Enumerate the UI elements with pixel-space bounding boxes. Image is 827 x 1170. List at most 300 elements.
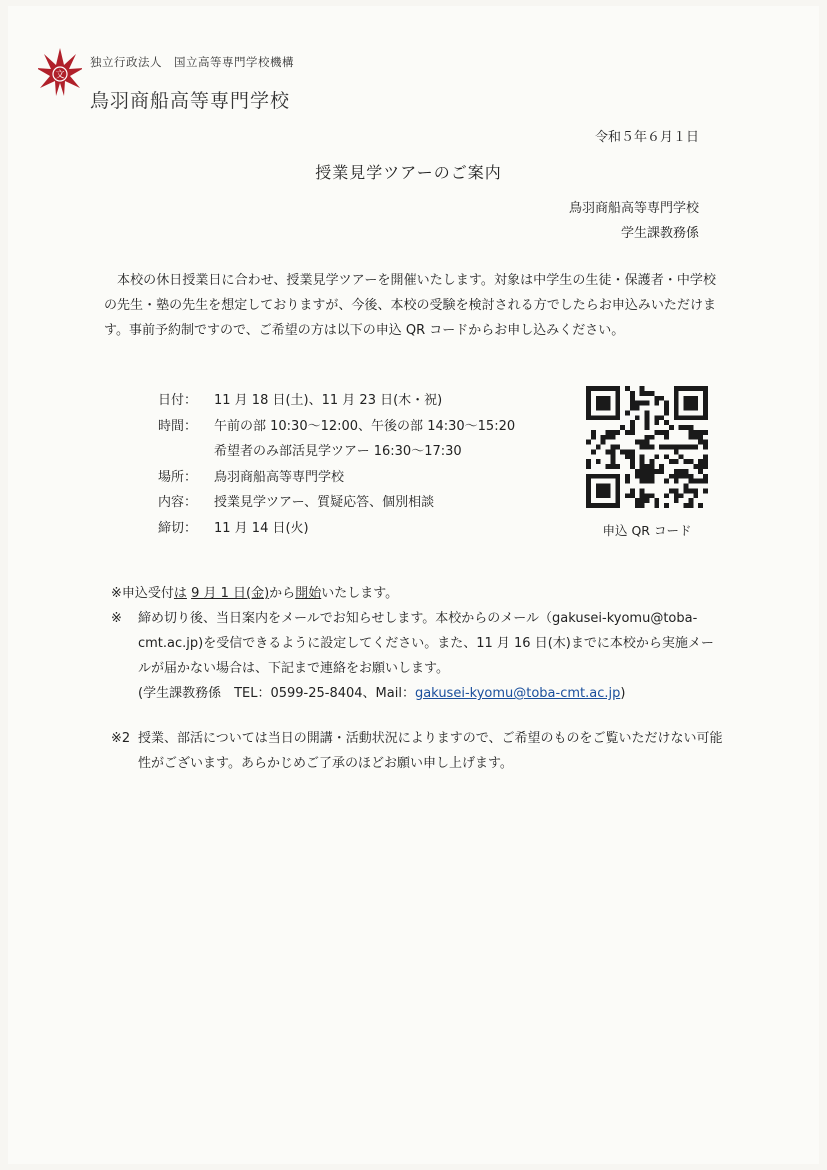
qr-module — [693, 445, 698, 450]
qr-module — [698, 459, 703, 464]
intro-paragraph — [104, 268, 716, 343]
qr-module — [606, 484, 611, 489]
sender-block — [569, 196, 699, 246]
qr-module — [669, 425, 674, 430]
detail-label — [158, 439, 214, 465]
qr-module — [620, 425, 625, 430]
qr-module — [674, 401, 679, 406]
qr-module — [674, 410, 679, 415]
qr-module — [606, 386, 611, 391]
qr-module — [693, 396, 698, 401]
qr-module — [601, 435, 606, 440]
qr-module — [698, 386, 703, 391]
qr-module — [684, 406, 689, 411]
qr-module — [630, 406, 635, 411]
qr-module — [684, 459, 689, 464]
qr-module — [640, 459, 645, 464]
qr-module — [615, 445, 620, 450]
qr-module — [674, 493, 679, 498]
qr-module — [669, 474, 674, 479]
qr-module — [679, 469, 684, 474]
qr-module — [698, 469, 703, 474]
qr-module — [688, 479, 693, 484]
qr-module — [688, 445, 693, 450]
detail-row — [158, 388, 515, 414]
qr-module — [601, 396, 606, 401]
qr-module — [640, 464, 645, 469]
qr-module — [693, 479, 698, 484]
qr-module — [591, 386, 596, 391]
qr-module — [674, 406, 679, 411]
qr-module — [640, 488, 645, 493]
detail-label: 場所： — [158, 469, 198, 485]
qr-module — [654, 430, 659, 435]
qr-module — [615, 386, 620, 391]
qr-code-icon[interactable] — [586, 386, 708, 508]
qr-module — [601, 484, 606, 489]
qr-module — [645, 445, 650, 450]
qr-module — [610, 459, 615, 464]
qr-module — [606, 449, 611, 454]
qr-module — [645, 469, 650, 474]
detail-value: 希望者のみ部活見学ツアー 16:30～17:30 — [214, 444, 462, 459]
qr-module — [586, 410, 591, 415]
qr-module — [645, 415, 650, 420]
qr-module — [601, 488, 606, 493]
qr-module — [625, 474, 630, 479]
qr-module — [591, 503, 596, 508]
note1-post: いたします。 — [321, 586, 399, 601]
qr-module — [645, 474, 650, 479]
qr-module — [596, 484, 601, 489]
qr-module — [698, 415, 703, 420]
qr-module — [645, 420, 650, 425]
qr-module — [669, 488, 674, 493]
qr-module — [606, 488, 611, 493]
qr-module — [664, 430, 669, 435]
qr-module — [630, 459, 635, 464]
qr-module — [586, 406, 591, 411]
qr-module — [601, 493, 606, 498]
qr-module — [664, 410, 669, 415]
qr-module — [693, 406, 698, 411]
contact-post: ) — [620, 686, 626, 701]
qr-module — [640, 454, 645, 459]
intro-text: 本校の休日授業日に合わせ、授業見学ツアーを開催いたします。対象は中学生の生徒・保護者・中学校の先生・塾の先生を想定しておりますが、今後、本校の受験を検討される方でしたらお申込みいただけます。事前予約制ですので、ご希望の方は以下の申込 QR コードからお申し込みください。 — [104, 273, 716, 338]
qr-module — [596, 503, 601, 508]
qr-module — [610, 454, 615, 459]
qr-module — [640, 386, 645, 391]
detail-row — [158, 414, 515, 440]
qr-module — [679, 493, 684, 498]
qr-module — [586, 488, 591, 493]
qr-module — [688, 415, 693, 420]
qr-module — [625, 410, 630, 415]
qr-module — [674, 488, 679, 493]
qr-module — [586, 459, 591, 464]
qr-module — [654, 415, 659, 420]
qr-module — [679, 386, 684, 391]
qr-module — [693, 415, 698, 420]
qr-module — [693, 401, 698, 406]
qr-module — [606, 415, 611, 420]
qr-module — [615, 474, 620, 479]
qr-module — [645, 401, 650, 406]
qr-module — [688, 425, 693, 430]
qr-module — [640, 401, 645, 406]
detail-row — [158, 516, 515, 542]
qr-module — [664, 445, 669, 450]
qr-module — [703, 406, 708, 411]
qr-module — [640, 469, 645, 474]
qr-module — [674, 386, 679, 391]
qr-module — [630, 488, 635, 493]
qr-module — [640, 391, 645, 396]
qr-module — [606, 464, 611, 469]
qr-module — [615, 401, 620, 406]
detail-value: 鳥羽商船高等専門学校 — [214, 469, 345, 485]
note-body — [138, 606, 723, 706]
qr-module — [654, 396, 659, 401]
qr-module — [640, 498, 645, 503]
qr-module — [630, 391, 635, 396]
qr-module — [591, 415, 596, 420]
qr-module — [625, 386, 630, 391]
qr-module — [635, 401, 640, 406]
qr-module — [601, 386, 606, 391]
qr-module — [693, 464, 698, 469]
qr-module — [591, 449, 596, 454]
note-email-notice — [111, 606, 723, 706]
qr-module — [615, 430, 620, 435]
qr-module — [606, 406, 611, 411]
qr-module — [606, 503, 611, 508]
qr-module — [698, 503, 703, 508]
qr-module — [615, 391, 620, 396]
qr-module — [625, 493, 630, 498]
qr-module — [615, 484, 620, 489]
qr-module — [654, 420, 659, 425]
qr-module — [684, 415, 689, 420]
qr-module — [674, 474, 679, 479]
qr-module — [586, 440, 591, 445]
qr-module — [674, 469, 679, 474]
qr-module — [645, 493, 650, 498]
qr-module — [586, 386, 591, 391]
issue-date: 令和５年６月１日 — [594, 130, 699, 145]
qr-module — [659, 396, 664, 401]
qr-module — [693, 430, 698, 435]
qr-module — [640, 493, 645, 498]
qr-module — [610, 435, 615, 440]
qr-module — [654, 469, 659, 474]
qr-module — [601, 440, 606, 445]
document-title-text: 授業見学ツアーのご案内 — [315, 163, 502, 182]
sender-department: 学生課教務係 — [620, 226, 699, 241]
detail-value: 11 月 18 日(土)、11 月 23 日(木・祝) — [214, 393, 443, 408]
qr-module — [674, 415, 679, 420]
note-activity-availability — [111, 726, 723, 776]
note-body: 授業、部活については当日の開講・活動状況によりますので、ご希望のものをご覧いただけない可能性がございます。あらかじめご了承のほどお願い申し上げます。 — [138, 731, 723, 771]
qr-module — [684, 503, 689, 508]
qr-module — [640, 445, 645, 450]
qr-module — [630, 420, 635, 425]
note-registration-start — [111, 581, 723, 606]
qr-module — [703, 386, 708, 391]
qr-module — [674, 459, 679, 464]
qr-module — [654, 454, 659, 459]
qr-module — [640, 503, 645, 508]
qr-module — [586, 484, 591, 489]
qr-module — [698, 430, 703, 435]
qr-module — [610, 449, 615, 454]
event-details — [158, 388, 515, 541]
qr-module — [586, 503, 591, 508]
qr-module — [635, 440, 640, 445]
qr-module — [630, 449, 635, 454]
qr-module — [635, 498, 640, 503]
qr-module — [674, 479, 679, 484]
qr-module — [674, 449, 679, 454]
qr-module — [625, 454, 630, 459]
qr-module — [601, 474, 606, 479]
contact-email-link[interactable]: gakusei-kyomu@toba-cmt.ac.jp — [414, 686, 621, 701]
qr-module — [684, 474, 689, 479]
qr-module — [649, 479, 654, 484]
qr-module — [591, 474, 596, 479]
qr-module — [649, 445, 654, 450]
qr-module — [698, 464, 703, 469]
qr-module — [630, 396, 635, 401]
qr-module — [703, 479, 708, 484]
qr-module — [659, 415, 664, 420]
qr-module — [615, 464, 620, 469]
qr-module — [703, 464, 708, 469]
detail-row — [158, 465, 515, 491]
qr-module — [606, 396, 611, 401]
qr-module — [679, 415, 684, 420]
qr-module — [596, 488, 601, 493]
qr-module — [703, 410, 708, 415]
qr-module — [596, 415, 601, 420]
qr-module — [606, 430, 611, 435]
qr-module — [610, 445, 615, 450]
qr-module — [601, 415, 606, 420]
qr-module — [615, 410, 620, 415]
qr-module — [664, 406, 669, 411]
detail-label: 内容： — [158, 495, 198, 510]
detail-row — [158, 439, 515, 465]
spacer — [111, 706, 723, 726]
qr-module — [688, 459, 693, 464]
note2-text: 締め切り後、当日案内をメールでお知らせします。本校からのメール（gakusei-kyomu@toba-cmt.ac.jp)を受信できるように設定してください。また、11 月 16 日(木)までに本校から実施メールが届かない場合は、下記まで連絡をお願いします。 — [138, 611, 714, 676]
qr-module — [684, 386, 689, 391]
notes-section — [111, 581, 723, 776]
qr-module — [615, 503, 620, 508]
qr-module — [664, 401, 669, 406]
qr-module — [591, 430, 596, 435]
qr-module — [586, 479, 591, 484]
qr-module — [703, 445, 708, 450]
qr-module — [635, 474, 640, 479]
qr-module — [688, 406, 693, 411]
qr-module — [596, 386, 601, 391]
detail-row — [158, 490, 515, 516]
qr-module — [586, 498, 591, 503]
note1-pre: 申込受付 — [121, 586, 174, 601]
svg-text:文: 文 — [55, 70, 65, 81]
qr-module — [703, 396, 708, 401]
qr-module — [625, 479, 630, 484]
qr-module — [703, 401, 708, 406]
qr-module — [649, 493, 654, 498]
qr-module — [688, 386, 693, 391]
qr-module — [586, 415, 591, 420]
qr-module — [635, 406, 640, 411]
qr-module — [610, 464, 615, 469]
qr-module — [606, 401, 611, 406]
qr-module — [610, 474, 615, 479]
qr-module — [674, 391, 679, 396]
qr-module — [703, 391, 708, 396]
qr-module — [664, 435, 669, 440]
qr-module — [703, 415, 708, 420]
qr-module — [703, 454, 708, 459]
school-name: 鳥羽商船高等専門学校 — [90, 90, 291, 112]
qr-module — [684, 396, 689, 401]
qr-module — [596, 396, 601, 401]
qr-module — [645, 479, 650, 484]
qr-module — [659, 464, 664, 469]
qr-module — [615, 406, 620, 411]
detail-value: 授業見学ツアー、質疑応答、個別相談 — [214, 495, 435, 510]
qr-module — [596, 445, 601, 450]
detail-value: 午前の部 10:30～12:00、午後の部 14:30～15:20 — [214, 418, 516, 434]
qr-module — [610, 415, 615, 420]
qr-module — [698, 435, 703, 440]
detail-label: 時間： — [158, 418, 198, 434]
qr-module — [645, 464, 650, 469]
qr-module — [601, 401, 606, 406]
qr-module — [630, 464, 635, 469]
qr-module — [664, 420, 669, 425]
qr-caption: 申込 QR コード — [602, 523, 692, 538]
document-title — [8, 160, 819, 183]
qr-module — [688, 430, 693, 435]
qr-module — [684, 445, 689, 450]
qr-module — [645, 425, 650, 430]
detail-value: 11 月 14 日(火) — [214, 520, 309, 536]
qr-module — [596, 474, 601, 479]
qr-module — [640, 474, 645, 479]
qr-module — [606, 474, 611, 479]
qr-module — [659, 445, 664, 450]
qr-module — [688, 396, 693, 401]
detail-label: 日付： — [158, 393, 198, 408]
qr-module — [586, 391, 591, 396]
qr-module — [630, 493, 635, 498]
qr-module — [645, 435, 650, 440]
qr-module — [679, 445, 684, 450]
note1-u3: 開始 — [295, 586, 322, 601]
qr-module — [649, 391, 654, 396]
qr-module — [688, 488, 693, 493]
qr-module — [591, 435, 596, 440]
qr-module — [688, 435, 693, 440]
note1-u1: は — [173, 586, 187, 601]
qr-module — [679, 474, 684, 479]
qr-module — [596, 401, 601, 406]
qr-module — [601, 406, 606, 411]
qr-module — [669, 445, 674, 450]
qr-module — [654, 498, 659, 503]
qr-module — [688, 498, 693, 503]
qr-module — [654, 401, 659, 406]
sender-school: 鳥羽商船高等専門学校 — [568, 201, 699, 216]
qr-module — [698, 440, 703, 445]
qr-module — [674, 498, 679, 503]
qr-module — [645, 440, 650, 445]
qr-module — [635, 469, 640, 474]
qr-module — [645, 498, 650, 503]
note-mark: ※ — [111, 586, 122, 601]
qr-module — [679, 425, 684, 430]
qr-module — [615, 498, 620, 503]
school-emblem-icon — [38, 46, 82, 98]
qr-module — [684, 401, 689, 406]
qr-module — [635, 503, 640, 508]
qr-module — [649, 459, 654, 464]
note-body — [122, 581, 723, 606]
qr-module — [601, 503, 606, 508]
qr-module — [659, 469, 664, 474]
qr-module — [679, 454, 684, 459]
qr-module — [669, 459, 674, 464]
qr-module — [586, 396, 591, 401]
qr-module — [596, 493, 601, 498]
qr-module — [630, 401, 635, 406]
qr-module — [610, 430, 615, 435]
qr-module — [684, 484, 689, 489]
qr-module — [586, 401, 591, 406]
qr-module — [703, 459, 708, 464]
registration-start-date: 9 月 1 日(金) — [191, 586, 270, 601]
qr-module — [606, 435, 611, 440]
qr-module — [674, 396, 679, 401]
qr-module — [625, 430, 630, 435]
qr-module — [688, 401, 693, 406]
note-mark: ※ — [111, 611, 122, 626]
qr-module — [615, 415, 620, 420]
organization-line: 独立行政法人 国立高等専門学校機構 — [90, 55, 294, 69]
qr-module — [693, 386, 698, 391]
qr-module — [664, 503, 669, 508]
qr-module — [630, 430, 635, 435]
qr-module — [703, 440, 708, 445]
qr-module — [586, 474, 591, 479]
qr-module — [630, 425, 635, 430]
qr-module — [596, 459, 601, 464]
qr-module — [684, 488, 689, 493]
qr-module — [620, 449, 625, 454]
note-mark: ※2 — [111, 731, 131, 746]
qr-module — [610, 503, 615, 508]
qr-module — [688, 503, 693, 508]
qr-module — [586, 464, 591, 469]
document-page — [8, 6, 819, 1164]
note1-mid: から — [269, 586, 296, 601]
qr-module — [596, 406, 601, 411]
